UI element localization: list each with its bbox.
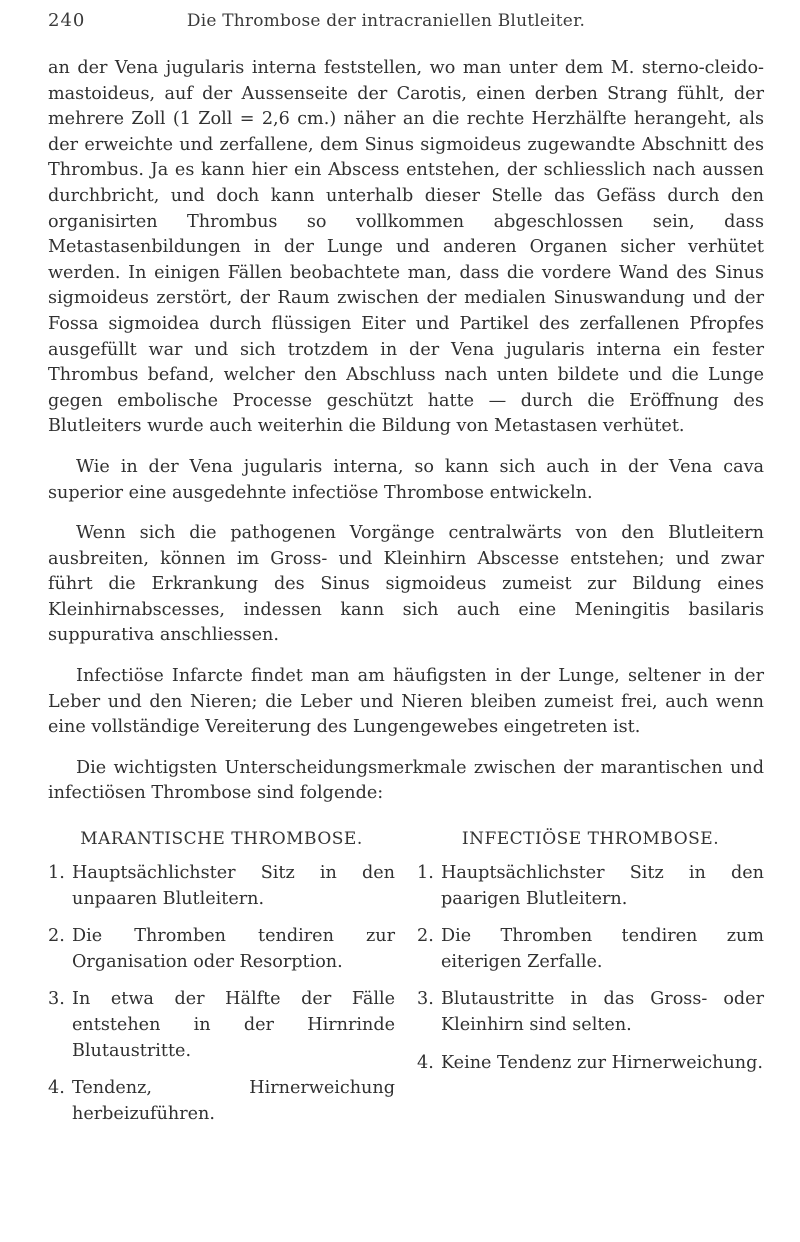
item-text: Die Thromben tendiren zur Organisation oder Resorption. (72, 926, 395, 972)
list-item (417, 924, 764, 975)
item-number: 3. (417, 989, 434, 1010)
list-item (48, 924, 395, 975)
item-text: In etwa der Hälfte der Fälle entstehen in der Hirnrinde Blutaustritte. (72, 989, 395, 1061)
item-number: 2. (48, 926, 65, 947)
page-number: 240 (48, 10, 86, 31)
item-number: 2. (417, 926, 434, 947)
running-header (48, 10, 764, 46)
paragraph-4: Infectiöse Infarcte findet man am häufigsten in der Lunge, seltener in der Leber und den Nieren; die Leber und Nieren bleiben zumeist frei, auch wenn eine vollständige Vereiterung des Lungengewebes eingetreten ist. (48, 666, 764, 738)
column-heading-marantic: MARANTISCHE THROMBOSE. (80, 829, 363, 850)
item-text: Hauptsächlichster Sitz in den paarigen Blutleitern. (441, 863, 764, 909)
item-text: Keine Tendenz zur Hirnerweichung. (441, 1052, 763, 1073)
comparison-table (48, 829, 764, 1139)
item-text: Blutaustritte in das Gross- oder Kleinhirn sind selten. (441, 989, 764, 1035)
item-text: Hauptsächlichster Sitz in den unpaaren Blutleitern. (72, 863, 395, 909)
list-item (48, 987, 395, 1064)
paragraph-3: Wenn sich die pathogenen Vorgänge centralwärts von den Blutleitern ausbreiten, können im Gross- und Kleinhirn Abscesse entstehen; und zwar führt die Erkrankung des Sinus sigmoideus zumeist zur Bildung eines Kleinhirnabscesses, indessen kann sich auch eine Meningitis basilaris suppurativa anschliessen. (48, 523, 764, 646)
paragraph-5: Die wichtigsten Unterscheidungsmerkmale zwischen der marantischen und infectiösen Thrombose sind folgende: (48, 757, 764, 804)
column-infective (417, 829, 764, 1139)
item-number: 3. (48, 989, 65, 1010)
item-text: Die Thromben tendiren zum eiterigen Zerfalle. (441, 926, 764, 972)
column-marantic (48, 829, 395, 1139)
list-infective (417, 861, 764, 1076)
item-number: 4. (417, 1052, 434, 1073)
item-number: 1. (48, 863, 65, 884)
list-item (417, 1051, 764, 1077)
body-text (48, 56, 764, 807)
list-item (48, 1076, 395, 1127)
column-heading-infective: INFECTIÖSE THROMBOSE. (461, 829, 720, 850)
item-number: 4. (48, 1078, 65, 1099)
list-item (417, 987, 764, 1038)
paragraph-2: Wie in der Vena jugularis interna, so kann sich auch in der Vena cava superior eine ausgedehnte infectiöse Thrombose entwickeln. (48, 456, 764, 503)
paragraph-1: an der Vena jugularis interna feststellen, wo man unter dem M. sterno-cleido-mastoideus, auf der Aussenseite der Carotis, einen derben Strang fühlt, der mehrere Zoll (1 Zoll = 2,6 cm.) näher an die rechte Herzhälfte herangeht, als der erweichte und zerfallene, dem Sinus sigmoideus zugewandte Abschnitt des Thrombus. Ja es kann hier ein Abscess entstehen, der schliesslich nach aussen durchbricht, und doch kann unterhalb dieser Stelle das Gefäss durch den organisirten Thrombus so vollkommen abgeschlossen sein, dass Metastasenbildungen in der Lunge und anderen Organen sicher verhütet werden. In einigen Fällen beobachtete man, dass die vordere Wand des Sinus sigmoideus zerstört, der Raum zwischen der medialen Sinuswandung und der Fossa sigmoidea durch flüssigen Eiter und Partikel des zerfallenen Pfropfes ausgefüllt war und sich trotzdem in der Vena jugularis interna ein fester Thrombus befand, welcher den Abschluss nach unten bildete und die Lunge gegen embolische Processe geschützt hatte — durch die Eröffnung des Blutleiters wurde auch weiterhin die Bildung von Metastasen verhütet. (48, 58, 764, 437)
item-number: 1. (417, 863, 434, 884)
running-title: Die Thrombose der intracraniellen Blutleiter. (186, 11, 586, 31)
list-item (48, 861, 395, 912)
list-marantic (48, 861, 395, 1127)
item-text: Tendenz, Hirnerweichung herbeizuführen. (72, 1078, 395, 1124)
list-item (417, 861, 764, 912)
